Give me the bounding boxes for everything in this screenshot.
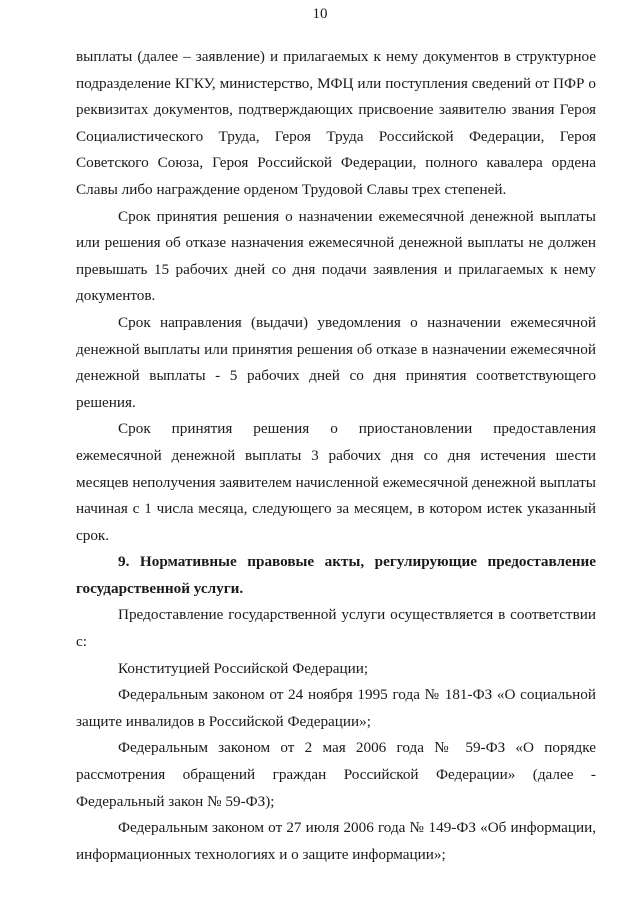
list-item-constitution: Конституцией Российской Федерации; — [118, 659, 369, 677]
paragraph-decision-deadline: Срок принятия решения о назначении ежемесячной денежной выплаты или решения об отказе назначения ежемесячной денежной выплаты не должен превышать 15 рабочих дней со дня подачи заявления и прилагаемых к нему документов. — [76, 207, 596, 305]
paragraph-notification-deadline: Срок направления (выдачи) уведомления о назначении ежемесячной денежной выплаты или принятия решения об отказе в назначении ежемесячной денежной выплаты - 5 рабочих дней со дня принятия соответствующего решения. — [76, 313, 596, 411]
page-number: 10 — [312, 6, 328, 22]
list-item-law-181: Федеральным законом от 24 ноября 1995 года № 181-ФЗ «О социальной защите инвалидов в Российской Федерации»; — [76, 686, 596, 730]
paragraph-suspension-deadline: Срок принятия решения о приостановлении предоставления ежемесячной денежной выплаты 3 рабочих дня со дня истечения шести месяцев неполучения заявителем начисленной ежемесячной денежной выплаты начиная с 1 числа месяца, следующего за месяцем, в котором истек указанный срок. — [76, 420, 596, 544]
list-item-law-59: Федеральным законом от 2 мая 2006 года № 59-ФЗ «О порядке рассмотрения обращений граждан Российской Федерации» (далее - Федеральный закон № 59-ФЗ); — [76, 739, 596, 810]
section-heading-legal-acts: 9. Нормативные правовые акты, регулирующие предоставление государственной услуги. — [76, 553, 596, 597]
paragraph-legal-basis-intro: Предоставление государственной услуги осуществляется в соответствии с: — [76, 606, 596, 651]
document-body — [76, 44, 596, 868]
paragraph-application-continuation: выплаты (далее – заявление) и прилагаемых к нему документов в структурное подразделение КГКУ, министерство, МФЦ или поступления сведений от ПФР о реквизитах документов, подтверждающих присвоение заявителю звания Героя Социалистического Труда, Героя Труда Российской Федерации, Героя Советского Союза, Героя Российской Федерации, полного кавалера ордена Славы либо награждение орденом Трудовой Славы трех степеней. — [76, 48, 596, 198]
list-item-law-149: Федеральным законом от 27 июля 2006 года № 149-ФЗ «Об информации, информационных технологиях и о защите информации»; — [76, 819, 596, 863]
